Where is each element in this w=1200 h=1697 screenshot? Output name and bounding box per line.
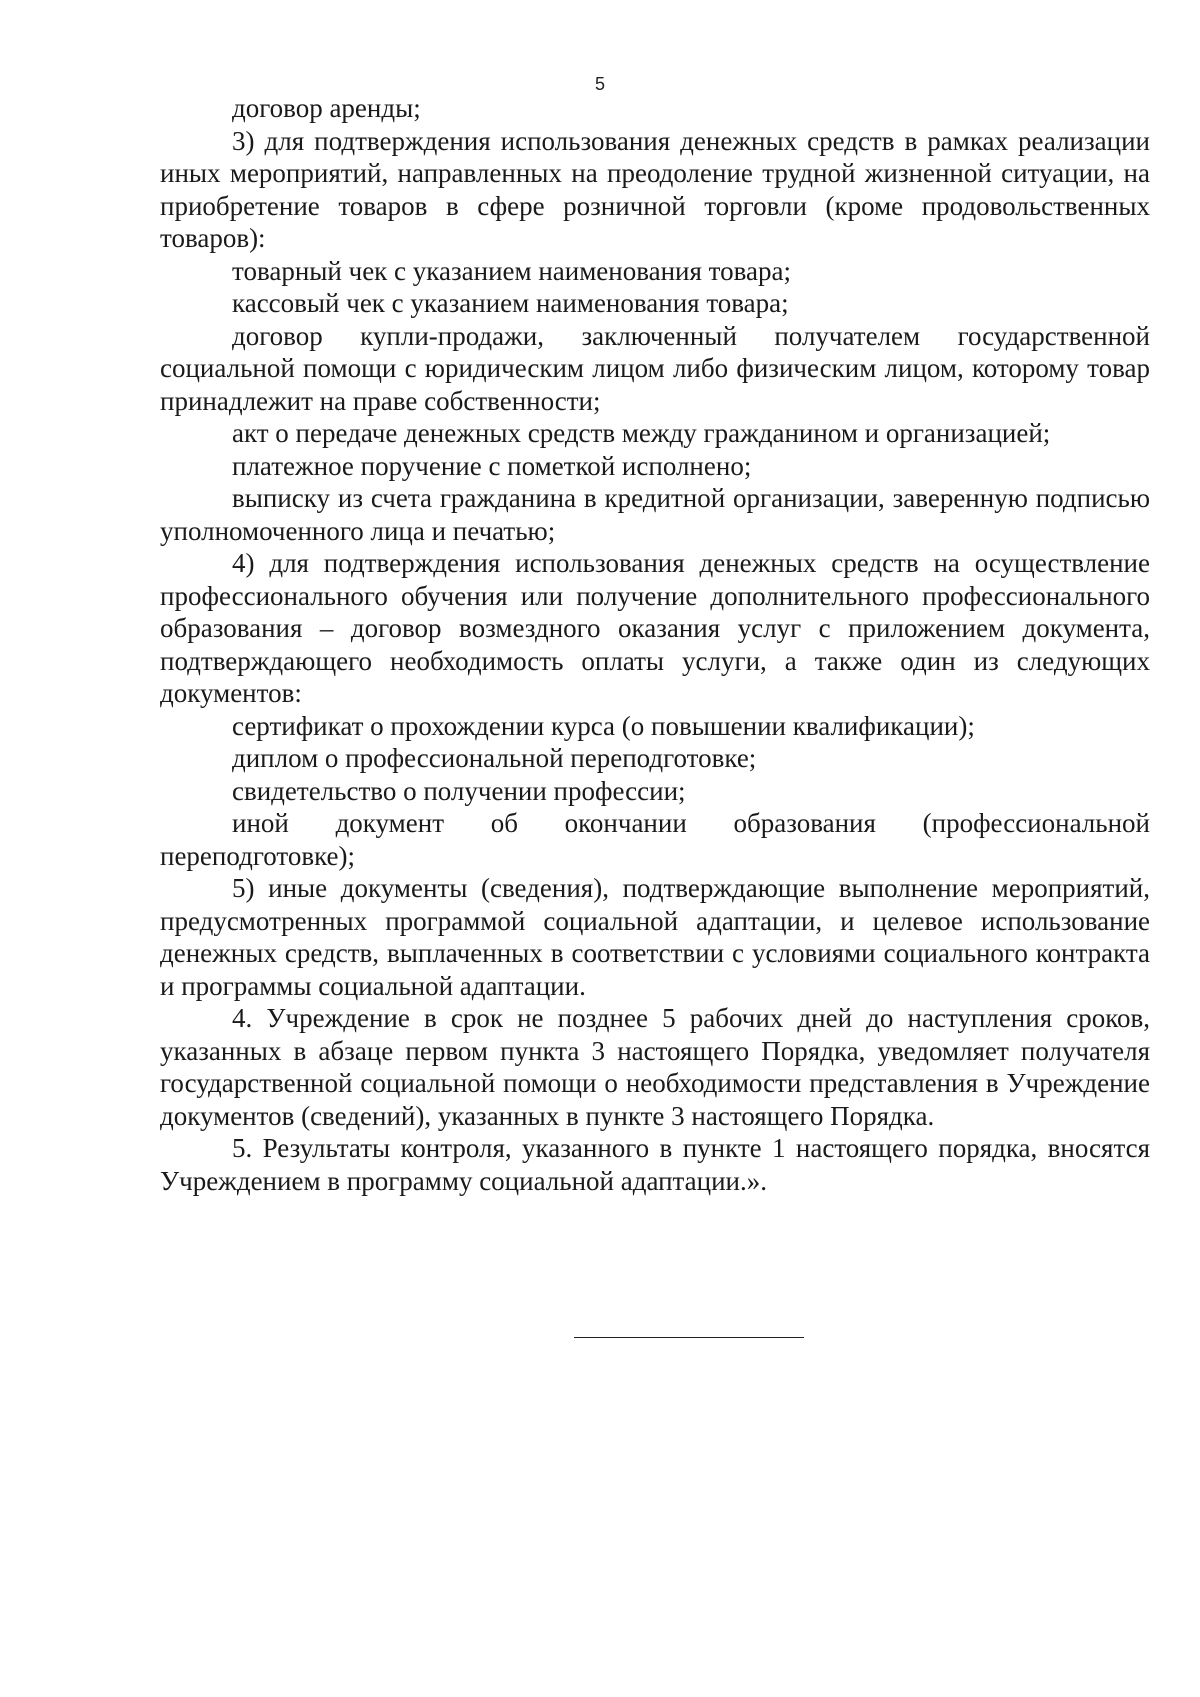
closing-divider-line <box>574 1337 804 1338</box>
paragraph-transfer-act: акт о передаче денежных средств между гражданином и организацией; <box>232 418 1051 448</box>
document-body <box>160 92 1150 1197</box>
paragraph-item-4-education: 4) для подтверждения использования денежных средств на осуществление профессионального обучения или получение дополнительного профессионального образования – договор возмездного оказания услуг с приложением документа, подтверждающего необходимость оплаты услуги, а также один из следующих документов: <box>160 548 1150 708</box>
page-number: 5 <box>594 74 605 94</box>
paragraph-item-5-other-documents: 5) иные документы (сведения), подтверждающие выполнение мероприятий, предусмотренных программой социальной адаптации, и целевое использование денежных средств, выплаченных в соответствии с условиями социального контракта и программы социальной адаптации. <box>160 873 1150 1001</box>
paragraph-account-statement: выписку из счета гражданина в кредитной организации, заверенную подписью уполномоченного лица и печатью; <box>160 483 1150 546</box>
paragraph-diploma: диплом о профессиональной переподготовке; <box>232 743 757 773</box>
paragraph-cash-receipt: кассовый чек с указанием наименования товара; <box>232 288 789 318</box>
paragraph-purchase-contract: договор купли-продажи, заключенный получателем государственной социальной помощи с юридическим лицом либо физическим лицом, которому товар принадлежит на праве собственности; <box>160 320 1150 416</box>
paragraph-section-5-results: 5. Результаты контроля, указанного в пункте 1 настоящего порядка, вносятся Учреждением в программу социальной адаптации.». <box>160 1133 1150 1196</box>
paragraph-profession-certificate: свидетельство о получении профессии; <box>232 775 686 806</box>
paragraph-section-4-notification: 4. Учреждение в срок не позднее 5 рабочих дней до наступления сроков, указанных в абзаце первом пункта 3 настоящего Порядка, уведомляет получателя государственной социальной помощи о необходимости представления в Учреждение документов (сведений), указанных в пункте 3 настоящего Порядка. <box>160 1003 1150 1131</box>
paragraph-item-3-other-measures: 3) для подтверждения использования денежных средств в рамках реализации иных мероприятий, направленных на преодоление трудной жизненной ситуации, на приобретение товаров в сфере розничной торговли (кроме продовольственных товаров): <box>160 125 1150 253</box>
paragraph-certificate: сертификат о прохождении курса (о повышении квалификации); <box>232 710 975 741</box>
paragraph-lease-agreement: договор аренды; <box>232 93 421 123</box>
paragraph-other-education-document: иной документ об окончании образования (профессиональной переподготовке); <box>160 808 1150 871</box>
paragraph-payment-order: платежное поручение с пометкой исполнено; <box>232 450 752 481</box>
paragraph-sales-receipt: товарный чек с указанием наименования товара; <box>232 255 791 286</box>
